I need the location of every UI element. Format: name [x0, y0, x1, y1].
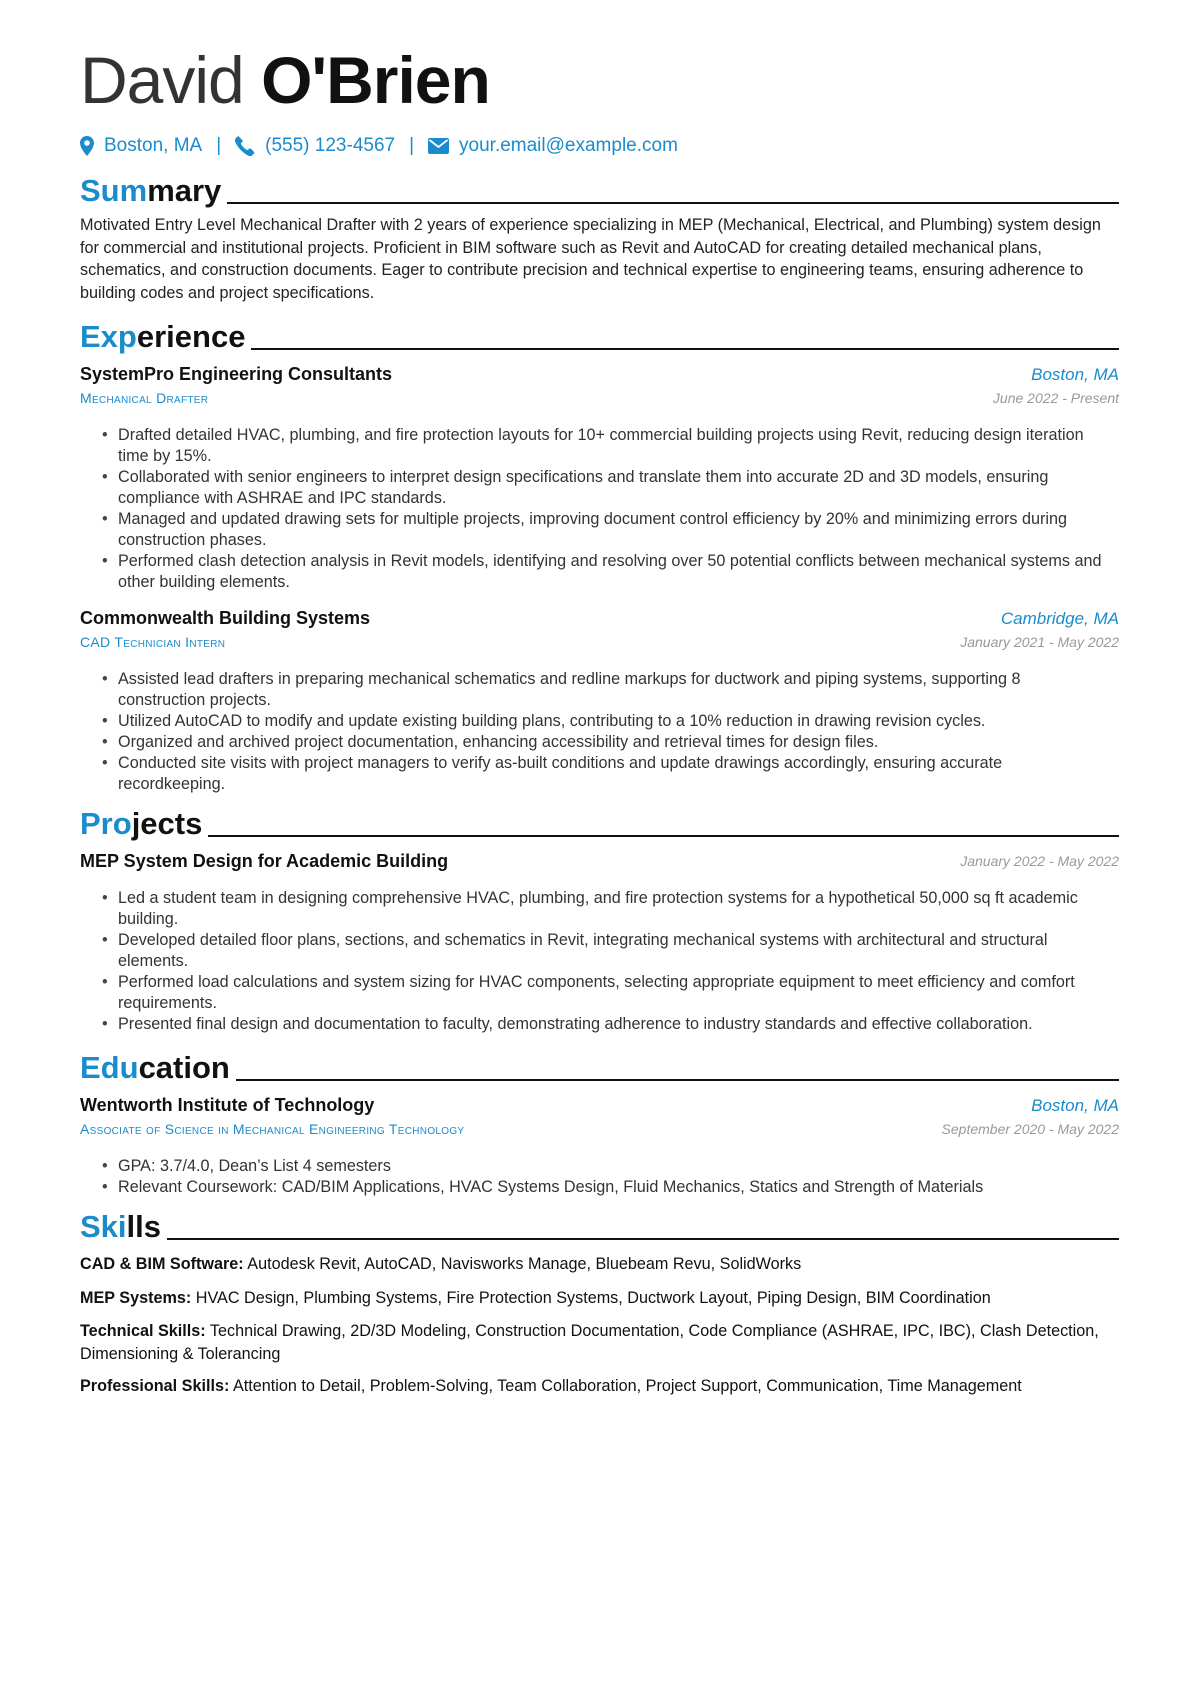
last-name: O'Brien	[261, 43, 490, 117]
list-item: • Assisted lead drafters in preparing mechanical schematics and redline markups for ductwork and piping systems, supporting 8 construction projects.	[102, 669, 1112, 711]
skill-label: Professional Skills:	[80, 1377, 230, 1395]
company-name: Commonwealth Building Systems	[80, 608, 371, 628]
contact-email[interactable]	[428, 135, 678, 157]
school-location: Boston, MA	[1031, 1096, 1119, 1115]
section-title-rest: lls	[126, 1209, 161, 1244]
section-title-rest: cation	[138, 1050, 230, 1085]
project-title: MEP System Design for Academic Building	[80, 851, 449, 871]
skill-label: CAD & BIM Software:	[80, 1255, 244, 1273]
list-item: • Managed and updated drawing sets for multiple projects, improving document control efficiency by 20% and minimizing errors during construction phases.	[102, 509, 1112, 551]
job-location: Boston, MA	[1031, 365, 1119, 384]
email-text: your.email@example.com	[459, 135, 678, 156]
section-skills	[80, 1204, 1119, 1244]
location-text: Boston, MA	[104, 135, 203, 156]
skill-line	[80, 1320, 1110, 1365]
education-bullets	[102, 1156, 1112, 1198]
list-item: • Performed load calculations and system sizing for HVAC components, selecting appropriate equipment to meet efficiency and comfort requirements.	[102, 972, 1112, 1014]
list-item: • Led a student team in designing comprehensive HVAC, plumbing, and fire protection systems for a hypothetical 50,000 sq ft academic building.	[102, 888, 1112, 930]
contact-separator: |	[216, 135, 222, 156]
section-title-accent: Edu	[80, 1050, 139, 1085]
skill-label: MEP Systems:	[80, 1289, 192, 1307]
summary-text: Motivated Entry Level Mechanical Drafter with 2 years of experience specializing in MEP (Mechanical, Electrical, and Plumbing) system design for commercial and institutional projects. Proficient in BIM software such as Revit and AutoCAD for creating detailed mechanical plans, schematics, and construction documents. Eager to contribute precision and technical expertise to engineering teams, ensuring adherence to building codes and project specifications.	[80, 216, 1101, 302]
list-item: • GPA: 3.7/4.0, Dean’s List 4 semesters	[102, 1156, 1112, 1177]
section-rule	[208, 835, 1119, 837]
list-item: • Performed clash detection analysis in Revit models, identifying and resolving over 50 potential conflicts between mechanical systems and other building elements.	[102, 551, 1112, 593]
section-rule	[227, 202, 1119, 204]
project-bullets	[102, 888, 1112, 1035]
list-item: • Drafted detailed HVAC, plumbing, and fire protection layouts for 10+ commercial building projects using Revit, reducing design iteration time by 15%.	[102, 425, 1112, 467]
skill-value: HVAC Design, Plumbing Systems, Fire Protection Systems, Ductwork Layout, Piping Design, BIM Coordination	[195, 1289, 991, 1307]
job-dates: June 2022 - Present	[992, 390, 1119, 406]
section-title	[80, 320, 245, 354]
company-name: SystemPro Engineering Consultants	[80, 364, 393, 384]
skill-value: Technical Drawing, 2D/3D Modeling, Construction Documentation, Code Compliance (ASHRAE, IPC, IBC), Clash Detection, Dimensioning & Tolerancing	[80, 1322, 1099, 1363]
job-dates: January 2021 - May 2022	[960, 634, 1119, 650]
section-title-accent: Ski	[80, 1209, 127, 1244]
section-title-accent: Sum	[80, 173, 148, 208]
section-title-rest: mary	[147, 173, 222, 208]
section-projects	[80, 801, 1119, 841]
skill-value: Attention to Detail, Problem-Solving, Team Collaboration, Project Support, Communication, Time Management	[232, 1377, 1022, 1395]
section-title	[80, 174, 221, 208]
list-item: • Collaborated with senior engineers to interpret design specifications and translate them into accurate 2D and 3D models, ensuring compliance with ASHRAE and IPC standards.	[102, 467, 1112, 509]
section-rule	[167, 1238, 1119, 1240]
section-experience	[80, 314, 1119, 354]
skill-line	[80, 1287, 1110, 1310]
contact-phone[interactable]	[235, 135, 395, 157]
envelope-icon	[428, 138, 449, 154]
job-bullets	[102, 669, 1112, 795]
job-role: Mechanical Drafter	[80, 390, 209, 406]
section-title	[80, 1051, 230, 1085]
section-summary	[80, 168, 1119, 208]
phone-text: (555) 123-4567	[265, 135, 396, 156]
skill-line	[80, 1253, 1110, 1276]
list-item: • Developed detailed floor plans, sections, and schematics in Revit, integrating mechanical systems with architectural and structural elements.	[102, 930, 1112, 972]
section-rule	[251, 348, 1119, 350]
skill-value: Autodesk Revit, AutoCAD, Navisworks Manage, Bluebeam Revu, SolidWorks	[247, 1255, 802, 1273]
school-name: Wentworth Institute of Technology	[80, 1095, 375, 1115]
section-title	[80, 807, 202, 841]
map-pin-icon	[80, 136, 94, 156]
list-item: • Utilized AutoCAD to modify and update existing building plans, contributing to a 10% reduction in drawing revision cycles.	[102, 711, 1112, 732]
first-name: David	[80, 43, 244, 117]
contact-line	[80, 132, 678, 160]
list-item: • Presented final design and documentation to faculty, demonstrating adherence to industry standards and effective collaboration.	[102, 1014, 1112, 1035]
contact-separator: |	[409, 135, 415, 156]
contact-location	[80, 135, 202, 157]
section-title-accent: Exp	[80, 319, 137, 354]
section-title-accent: Pro	[80, 806, 132, 841]
candidate-name	[80, 40, 490, 120]
list-item: • Conducted site visits with project managers to verify as-built conditions and update drawings accordingly, ensuring accurate recordkeeping.	[102, 753, 1112, 795]
education-dates: September 2020 - May 2022	[941, 1121, 1119, 1137]
skill-line	[80, 1375, 1110, 1398]
list-item: • Organized and archived project documentation, enhancing accessibility and retrieval times for design files.	[102, 732, 1112, 753]
phone-icon	[235, 136, 255, 156]
job-role: CAD Technician Intern	[80, 634, 226, 650]
list-item: • Relevant Coursework: CAD/BIM Applications, HVAC Systems Design, Fluid Mechanics, Statics and Strength of Materials	[102, 1177, 1112, 1198]
section-title	[80, 1210, 161, 1244]
job-bullets	[102, 425, 1112, 593]
job-location: Cambridge, MA	[1000, 609, 1119, 628]
section-education	[80, 1045, 1119, 1085]
section-rule	[236, 1079, 1119, 1081]
section-title-rest: erience	[136, 319, 246, 354]
skill-label: Technical Skills:	[80, 1322, 206, 1340]
project-dates: January 2022 - May 2022	[960, 853, 1119, 869]
section-title-rest: jects	[131, 806, 203, 841]
degree: Associate of Science in Mechanical Engineering Technology	[80, 1121, 465, 1137]
